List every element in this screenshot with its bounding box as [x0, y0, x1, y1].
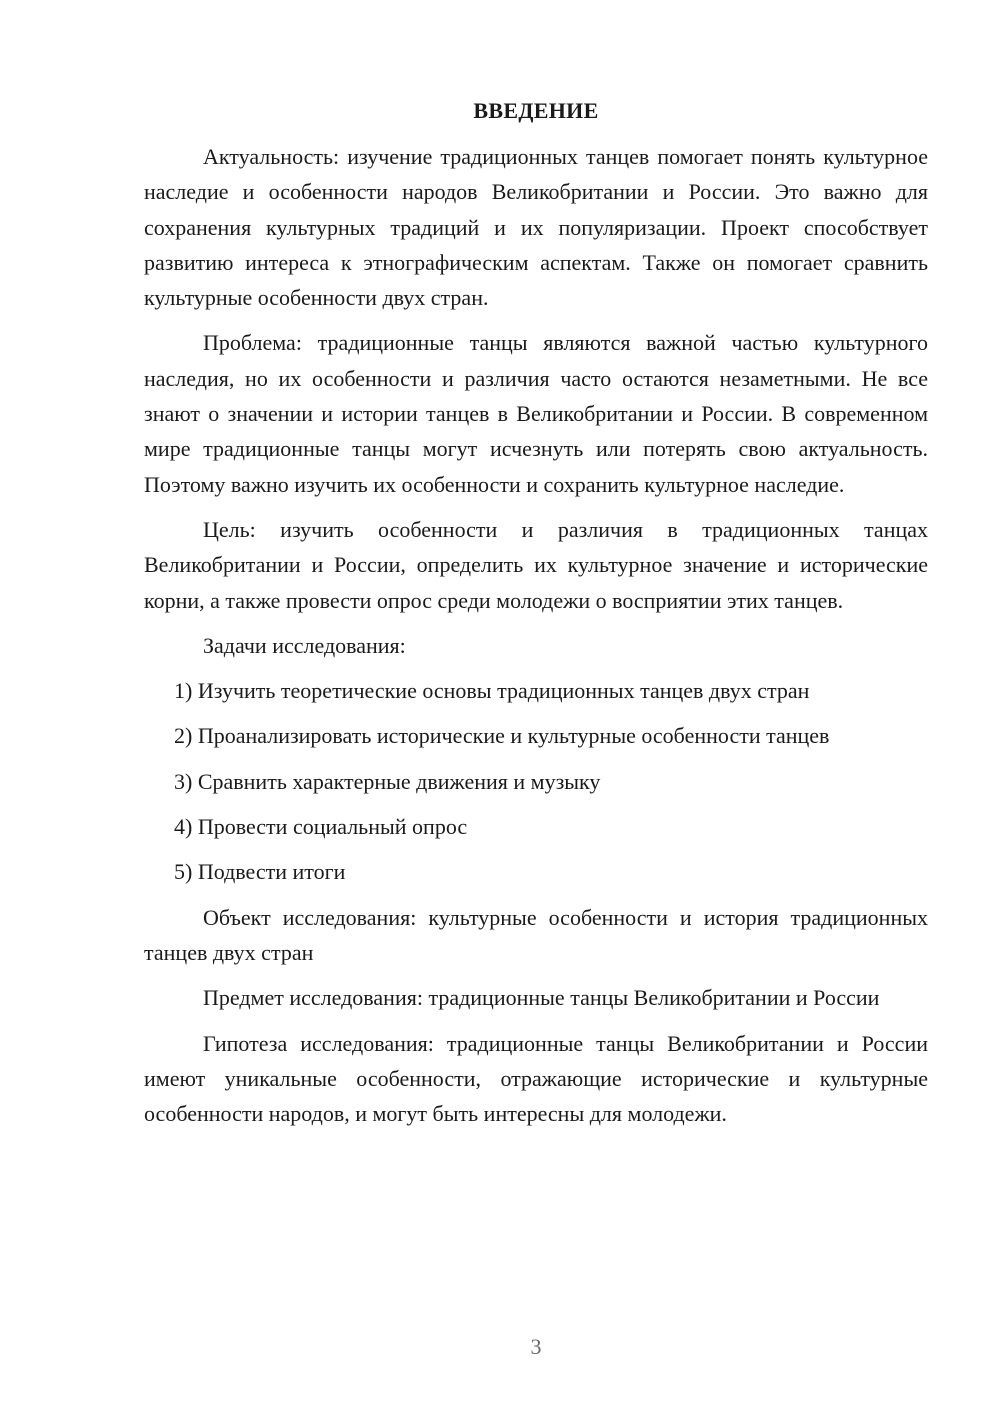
page-content	[144, 96, 928, 1141]
problem-paragraph: Проблема: традиционные танцы являются важной частью культурного наследия, но их особенности и различия часто остаются незаметными. Не все знают о значении и истории танцев в Великобритании и России. В современном мире традиционные танцы могут исчезнуть или потерять свою актуальность. Поэтому важно изучить их особенности и сохранить культурное наследие.	[144, 330, 928, 497]
subject-paragraph: Предмет исследования: традиционные танцы Великобритании и России	[203, 985, 880, 1011]
relevance-paragraph: Актуальность: изучение традиционных танцев помогает понять культурное наследие и особенности народов Великобритании и России. Это важно для сохранения культурных традиций и их популяризации. Проект способствует развитию интереса к этнографическим аспектам. Также он помогает сравнить культурные особенности двух стран.	[144, 144, 928, 311]
task-item: 2) Проанализировать исторические и культурные особенности танцев	[174, 723, 830, 749]
goal-paragraph: Цель: изучить особенности и различия в традиционных танцах Великобритании и России, определить их культурное значение и исторические корни, а также провести опрос среди молодежи о восприятии этих танцев.	[144, 516, 928, 613]
task-item: 3) Сравнить характерные движения и музыку	[174, 768, 601, 794]
tasks-heading: Задачи исследования:	[203, 632, 406, 658]
section-title: ВВЕДЕНИЕ	[473, 98, 599, 123]
task-item: 4) Провести социальный опрос	[174, 814, 468, 840]
object-paragraph: Объект исследования: культурные особенности и история традиционных танцев двух стран	[144, 904, 928, 965]
task-item: 5) Подвести итоги	[174, 859, 346, 885]
hypothesis-paragraph: Гипотеза исследования: традиционные танцы Великобритании и России имеют уникальные особенности, отражающие исторические и культурные особенности народов, и могут быть интересны для молодежи.	[144, 1030, 928, 1127]
page-number: 3	[530, 1334, 542, 1359]
tasks-list	[144, 673, 928, 889]
task-item: 1) Изучить теоретические основы традиционных танцев двух стран	[174, 678, 810, 704]
